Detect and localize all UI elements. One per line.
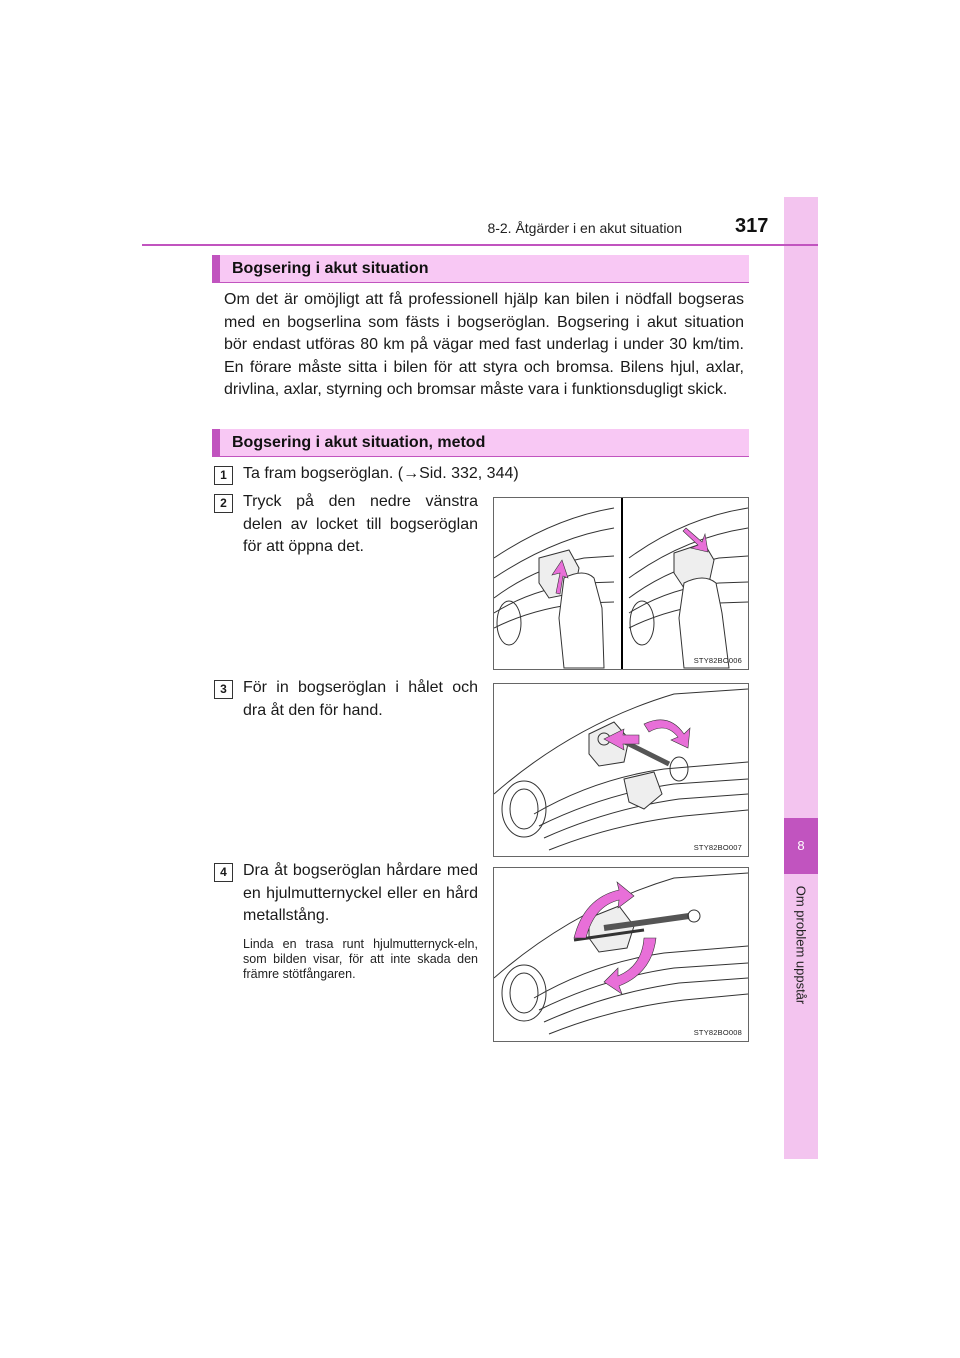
figure-code: STY82BO006 — [693, 656, 742, 665]
step-1-badge: 1 — [214, 466, 233, 485]
page-number: 317 — [735, 215, 769, 237]
heading-emergency-towing — [212, 255, 749, 283]
chapter-side-tab — [784, 197, 818, 1159]
illustration-open-cover — [494, 498, 748, 669]
step-3-text: För in bogseröglan i hålet och dra åt den för hand. — [243, 679, 478, 719]
step-4-note: Linda en trasa runt hjulmutternyck-eln, som bilden visar, för att inte skada den främre stötfångaren. — [243, 937, 478, 981]
figure-tighten-eye — [493, 867, 749, 1042]
figure-code: STY82BO007 — [693, 843, 742, 852]
step-4-badge: 4 — [214, 863, 233, 882]
illustration-tighten-eye — [494, 868, 748, 1041]
heading-text: Bogsering i akut situation — [232, 260, 429, 277]
heading-towing-method — [212, 429, 749, 457]
step-2-badge: 2 — [214, 494, 233, 513]
figure-insert-eye — [493, 683, 749, 857]
step-1-text: Ta fram bogseröglan. (→Sid. 332, 344) — [243, 465, 519, 482]
step-4-text: Dra åt bogseröglan hårdare med en hjulmutternyckel eller en hård metallstång. — [243, 862, 478, 924]
step-3-badge: 3 — [214, 680, 233, 699]
figure-open-cover — [493, 497, 749, 670]
chapter-label: Om problem uppstår — [793, 885, 809, 1005]
section-title: 8-2. Åtgärder i en akut situation — [487, 220, 682, 236]
heading-text: Bogsering i akut situation, metod — [232, 434, 486, 451]
figure-code: STY82BO008 — [693, 1028, 742, 1037]
intro-paragraph: Om det är omöjligt att få professionell hjälp kan bilen i nödfall bogseras med en bogserlina som fästs i bogseröglan. Bogsering i akut situation bör endast utföras 80 km på vägar med fast underlag i under 30 km/tim. En förare måste sitta i bilen för att styra och bromsa. Bilens hjul, axlar, drivlina, axlar, styrning och bromsar måste vara i funktionsdugligt skick. — [224, 291, 744, 398]
illustration-insert-eye — [494, 684, 748, 856]
step-2-text: Tryck på den nedre vänstra delen av locket till bogseröglan för att öppna det. — [243, 493, 478, 555]
chapter-label-tab — [784, 880, 818, 1010]
chapter-number-tab: 8 — [784, 818, 818, 874]
header-rule — [142, 244, 818, 246]
